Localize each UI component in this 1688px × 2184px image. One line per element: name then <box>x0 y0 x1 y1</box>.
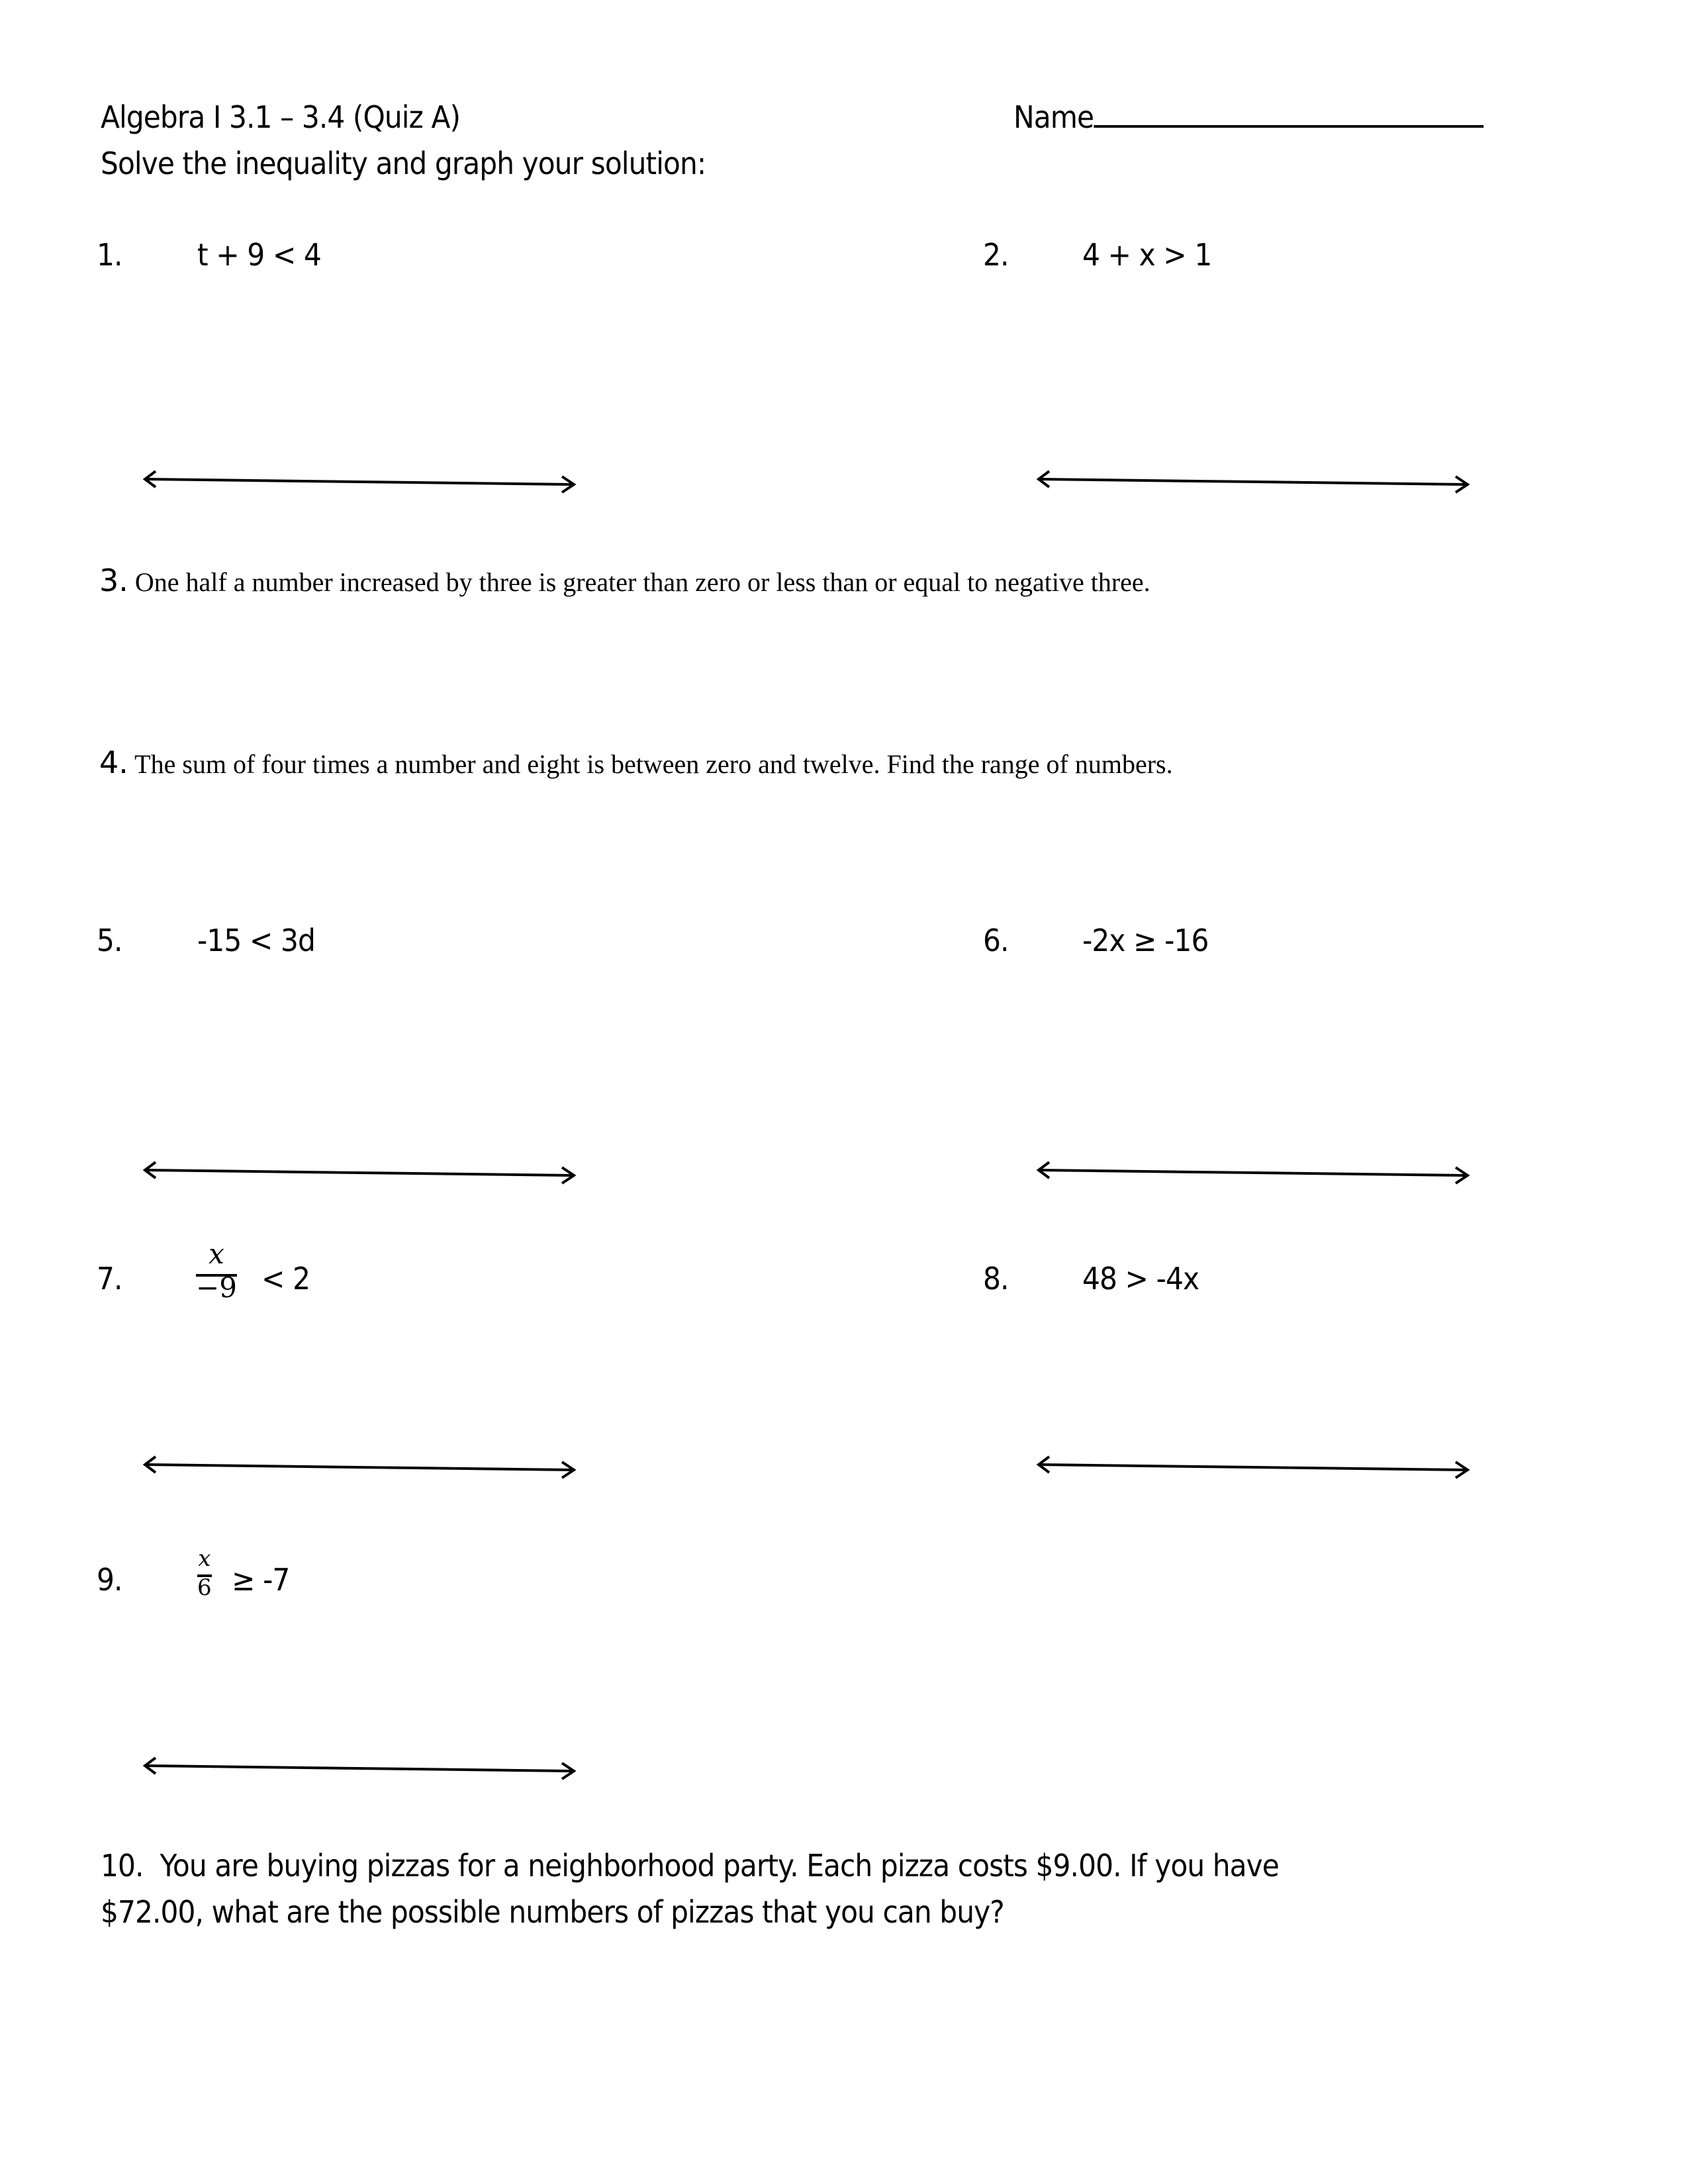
quiz-title: Algebra I 3.1 – 3.4 (Quiz A) <box>101 99 461 135</box>
problem-9-relation: ≥ -7 <box>232 1562 290 1598</box>
problem-9-number: 9. <box>97 1562 122 1598</box>
problem-3-text: One half a number increased by three is greater than zero or less than or equal to negative three. <box>134 567 1150 597</box>
problem-10-number: 10. <box>101 1848 144 1884</box>
problem-7-number: 7. <box>97 1261 122 1297</box>
problem-2-number: 2. <box>983 237 1009 273</box>
name-label: Name <box>1013 99 1094 135</box>
problem-4-number: 4. <box>99 745 128 780</box>
problem-7-fraction <box>196 1238 237 1304</box>
problem-10 <box>101 1848 1279 1884</box>
number-line-7[interactable] <box>142 1454 579 1480</box>
problem-7-denominator: −9 <box>196 1271 237 1304</box>
problem-5-number: 5. <box>97 923 122 958</box>
number-line-9[interactable] <box>142 1755 579 1782</box>
number-line-1[interactable] <box>142 469 579 495</box>
problem-5-expression: -15 < 3d <box>197 923 315 958</box>
name-field[interactable] <box>1013 99 1483 135</box>
problem-9-fraction <box>197 1545 212 1601</box>
number-line-6[interactable] <box>1036 1160 1473 1186</box>
problem-2-expression: 4 + x > 1 <box>1082 237 1212 273</box>
instructions: Solve the inequality and graph your solution: <box>101 146 706 181</box>
problem-3-number: 3. <box>99 563 128 598</box>
problem-4 <box>99 745 1173 780</box>
problem-3 <box>99 563 1150 598</box>
name-blank-line[interactable] <box>1094 125 1483 128</box>
problem-1-expression: t + 9 < 4 <box>197 237 321 273</box>
problem-8-expression: 48 > -4x <box>1082 1261 1199 1297</box>
number-line-8[interactable] <box>1036 1454 1473 1480</box>
number-line-5[interactable] <box>142 1160 579 1186</box>
problem-9-numerator: x <box>198 1545 211 1572</box>
problem-1-number: 1. <box>97 237 122 273</box>
problem-9-denominator: 6 <box>197 1574 212 1601</box>
problem-7-relation: < 2 <box>261 1261 310 1297</box>
problem-6-expression: -2x ≥ -16 <box>1082 923 1209 958</box>
number-line-2[interactable] <box>1036 469 1473 495</box>
problem-6-number: 6. <box>983 923 1009 958</box>
problem-8-number: 8. <box>983 1261 1009 1297</box>
problem-10-text-line1: You are buying pizzas for a neighborhood party. Each pizza costs $9.00. If you have <box>160 1848 1279 1884</box>
problem-7-numerator: x <box>209 1238 224 1270</box>
problem-4-text: The sum of four times a number and eight is between zero and twelve. Find the range of numbers. <box>134 749 1173 779</box>
problem-10-text-line2: $72.00, what are the possible numbers of pizzas that you can buy? <box>101 1894 1004 1930</box>
